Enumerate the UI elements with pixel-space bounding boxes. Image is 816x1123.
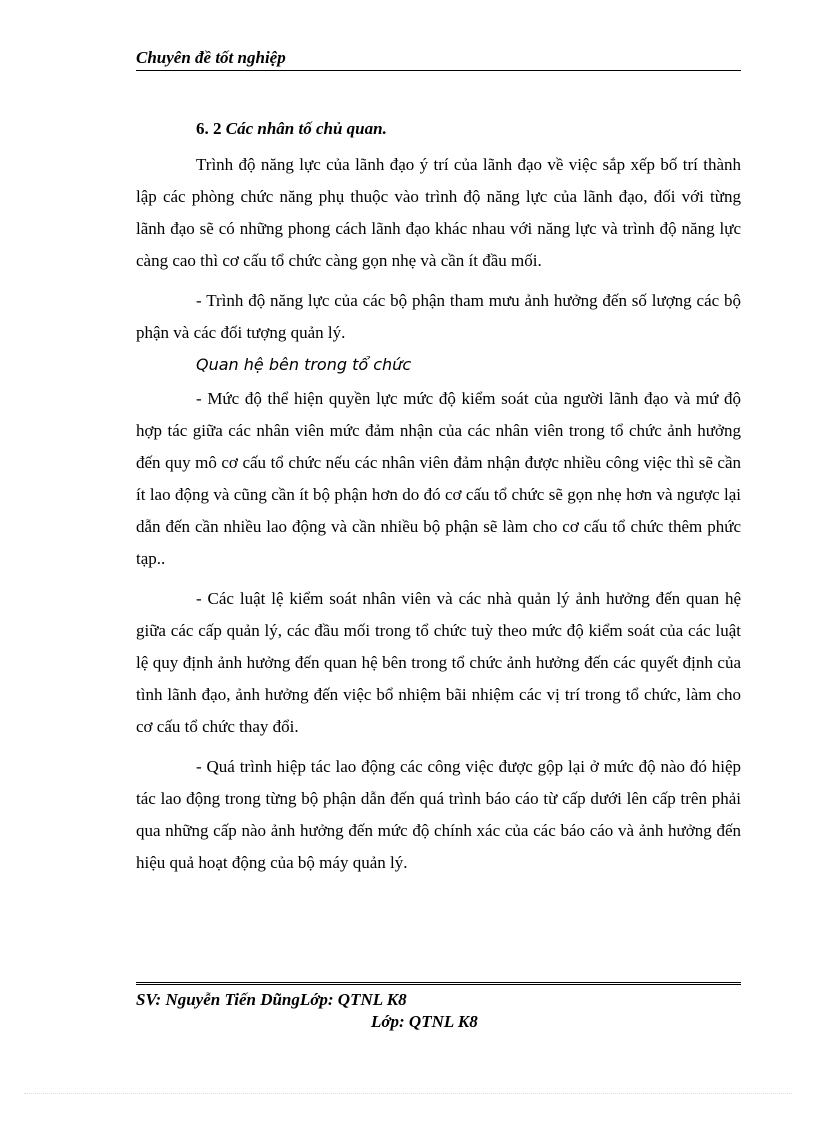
- footer-class-line: Lớp: QTNL K8: [371, 1012, 478, 1031]
- footer-student-line: SV: Nguyễn Tiến DũngLớp: QTNL K8: [136, 990, 407, 1009]
- paragraph: - Trình độ năng lực của các bộ phận tham mưu ảnh hưởng đến số lượng các bộ phận và các đối tượng quản lý.: [136, 291, 741, 342]
- header-title: Chuyên đề tốt nghiệp: [136, 48, 286, 67]
- page-header: [136, 48, 741, 71]
- section-title: Các nhân tố chủ quan.: [225, 119, 387, 138]
- document-body: [136, 115, 741, 879]
- paragraph: - Quá trình hiệp tác lao động các công việc được gộp lại ở mức độ nào đó hiệp tác lao động trong từng bộ phận dẫn đến quá trình báo cáo từ cấp dưới lên cấp trên phải qua những cấp nào ảnh hưởng đến mức độ chính xác của các báo cáo và ảnh hưởng đến hiệu quả hoạt động của bộ máy quản lý.: [136, 757, 741, 872]
- paragraph: - Mức độ thể hiện quyền lực mức độ kiểm soát của người lãnh đạo và mứ độ hợp tác giữa các nhân viên mức đảm nhận của các nhân viên trong tổ chức ảnh hưởng đến quy mô cơ cấu tổ chức nếu các nhân viên đảm nhận được nhiều công việc thì sẽ cần ít lao động và cũng cần ít bộ phận hơn do đó cơ cấu tổ chức sẽ gọn nhẹ hơn và ngược lại dẫn đến cần nhiều lao động và cần nhiều bộ phận sẽ làm cho cơ cấu tổ chức thêm phức tạp..: [136, 389, 741, 568]
- paragraph: Trình độ năng lực của lãnh đạo ý trí của lãnh đạo về việc sắp xếp bố trí thành lập các phòng chức năng phụ thuộc vào trình độ năng lực của lãnh đạo, đối với từng lãnh đạo sẽ có những phong cách lãnh đạo khác nhau với năng lực và trình độ năng lực càng cao thì cơ cấu tổ chức càng gọn nhẹ và cần ít đầu mối.: [136, 155, 741, 270]
- paragraph: - Các luật lệ kiểm soát nhân viên và các nhà quản lý ảnh hưởng đến quan hệ giữa các cấp quản lý, các đầu mối trong tổ chức tuỳ theo mức độ kiểm soát của các luật lệ quy định ảnh hưởng đến quan hệ bên trong tổ chức ảnh hưởng đến các quyết định của tình lãnh đạo, ảnh hưởng đến việc bổ nhiệm bãi nhiệm các vị trí trong tổ chức, làm cho cơ cấu tổ chức thay đổi.: [136, 589, 741, 736]
- page-edge-divider: [24, 1093, 792, 1094]
- section-heading: [196, 115, 741, 143]
- section-number: 6. 2: [196, 119, 222, 138]
- page-footer: [136, 982, 741, 1033]
- subheading: Quan hệ bên trong tổ chức: [196, 355, 412, 374]
